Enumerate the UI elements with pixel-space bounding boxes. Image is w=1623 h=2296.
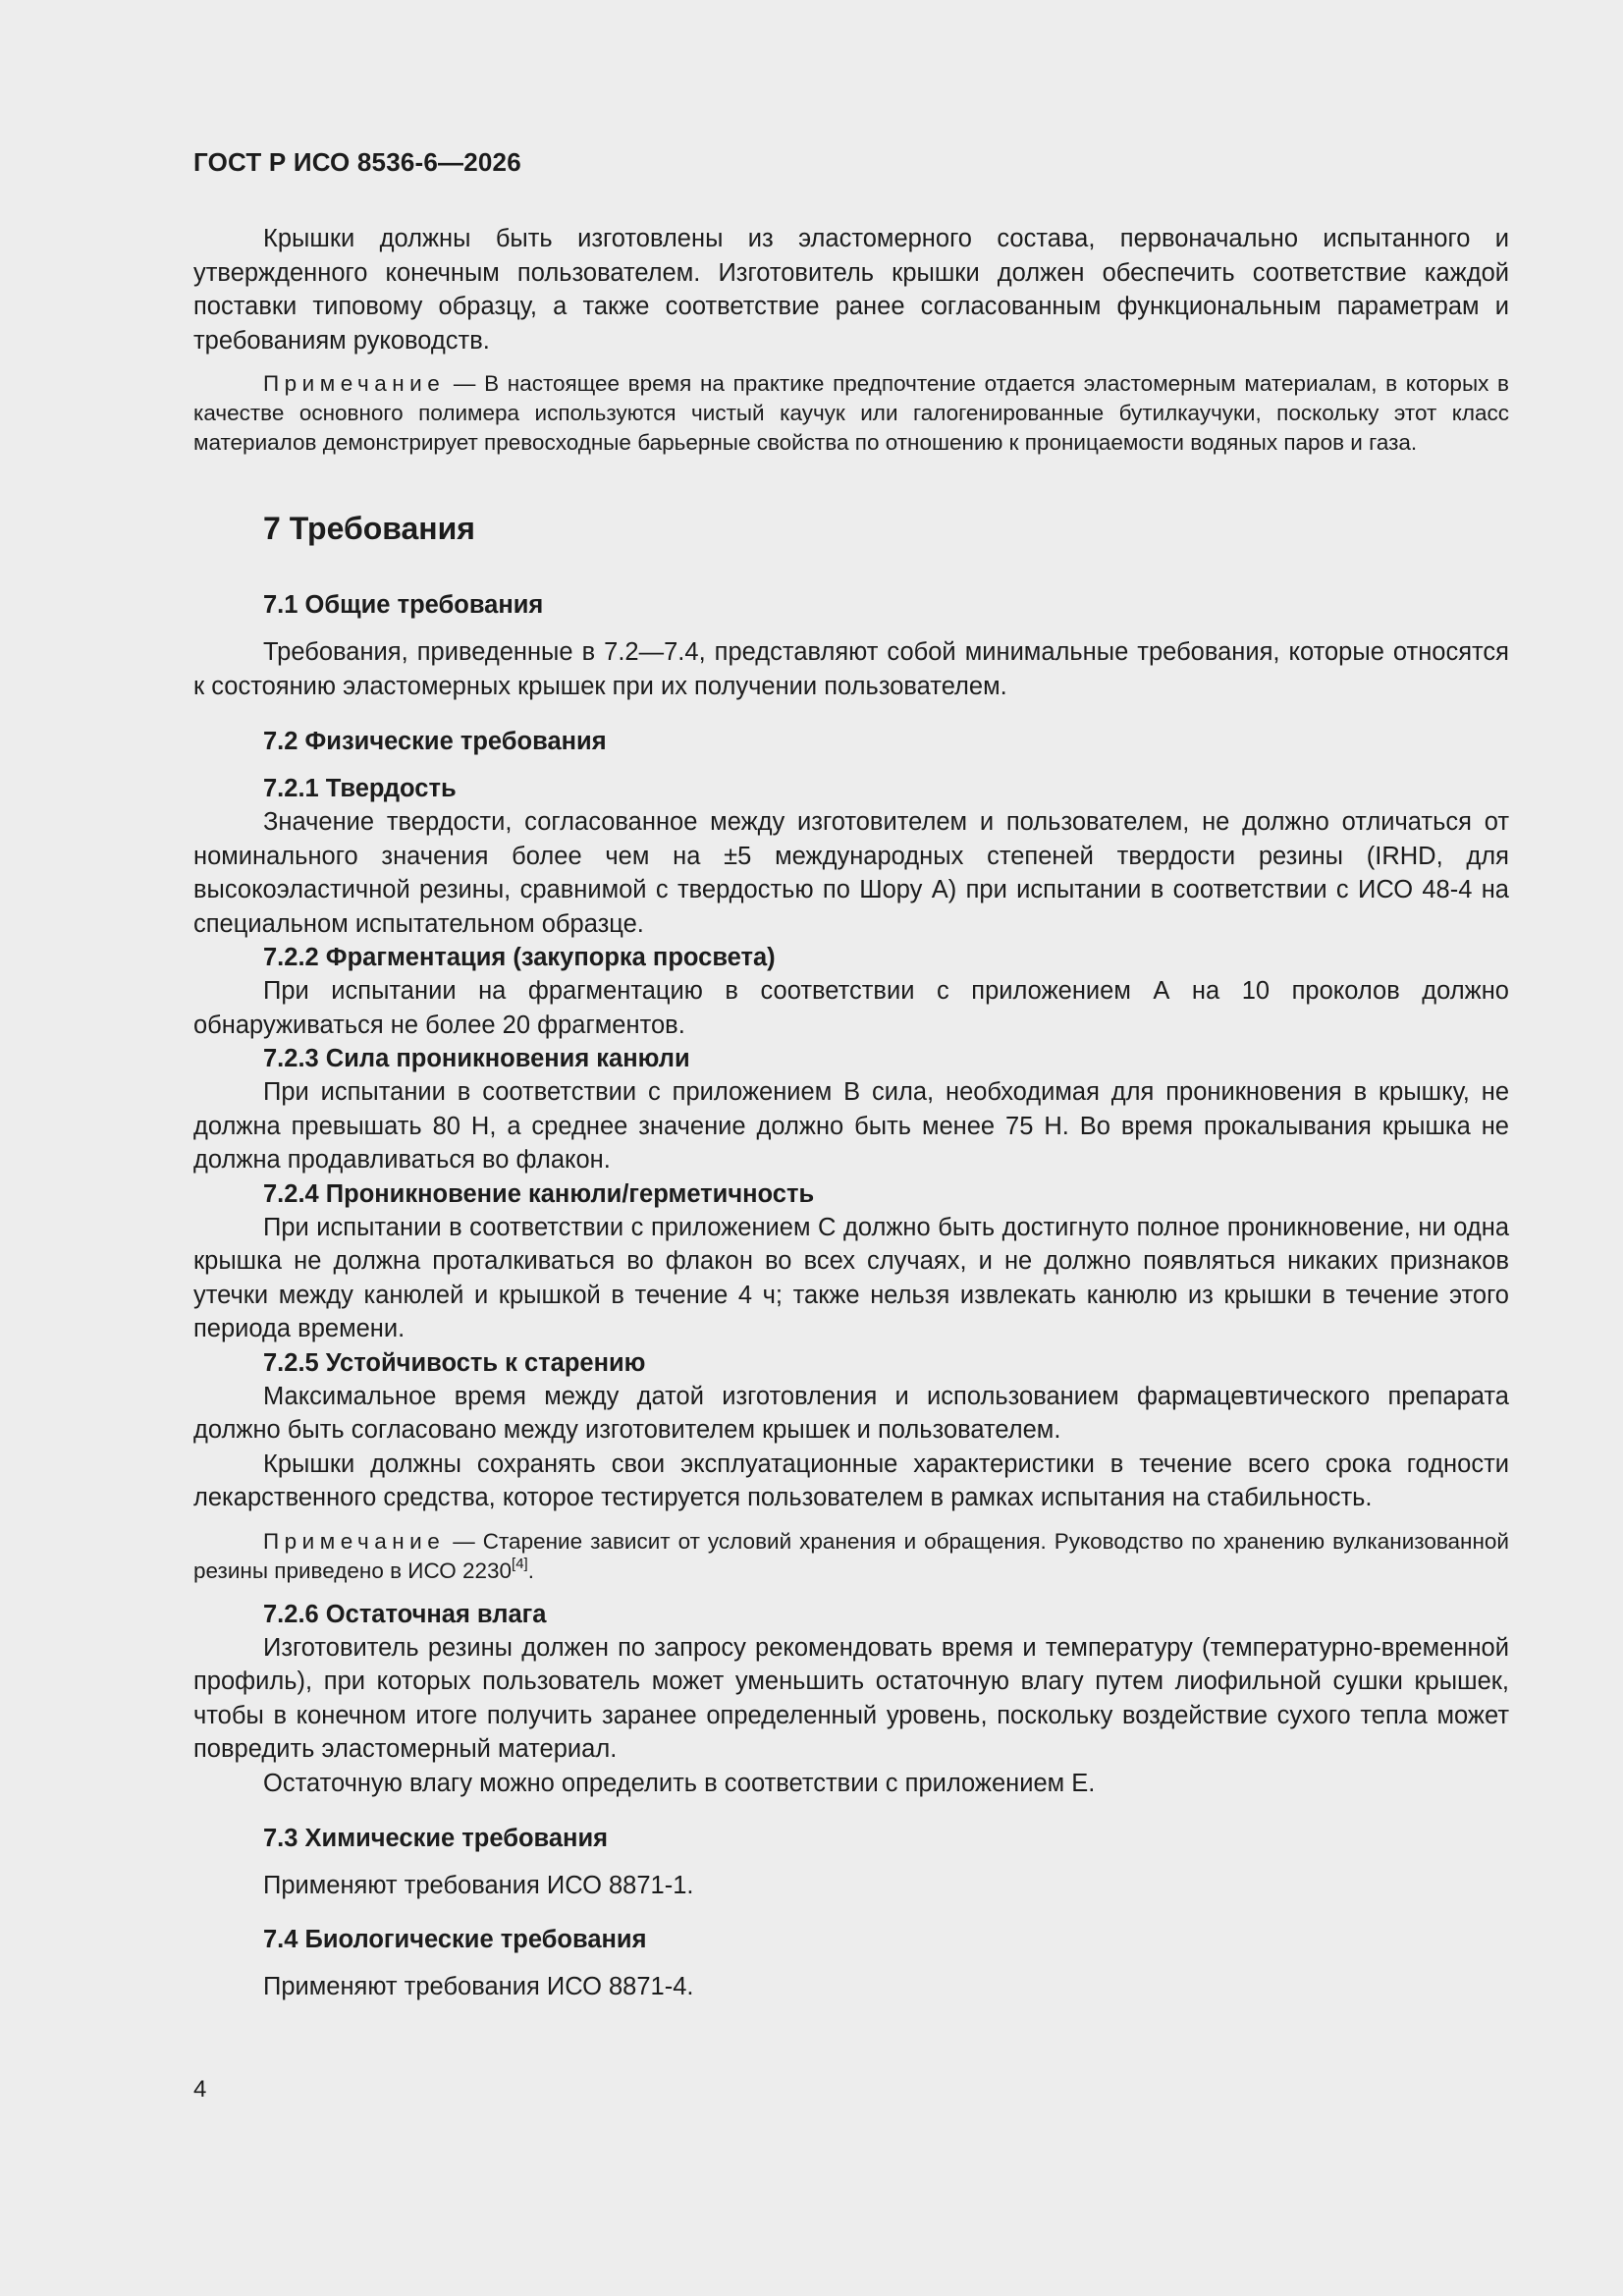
intro-paragraph: Крышки должны быть изготовлены из эластомерного состава, первоначально испытанного и утвержденного конечным пользователем. Изготовитель крышки должен обеспечить соответствие каждой поставки типовому образцу, а также соответствие ранее согласованным функциональным параметрам и требованиям руководств. (193, 225, 1509, 355)
section-7-2-5-paragraph-2: Крышки должны сохранять свои эксплуатационные характеристики в течение всего срока годности лекарственного средства, которое тестируется пользователем в рамках испытания на стабильность. (193, 1449, 1509, 1511)
section-7-1-paragraph: Требования, приведенные в 7.2—7.4, представляют собой минимальные требования, которые относятся к состоянию эластомерных крышек при их получении пользователем. (193, 638, 1509, 700)
section-7-2-2-paragraph: При испытании на фрагментацию в соответствии с приложением А на 10 проколов должно обнаруживаться не более 20 фрагментов. (193, 977, 1509, 1039)
section-7-4-paragraph: Применяют требования ИСО 8871-4. (263, 1972, 694, 2000)
note-text: — Старение зависит от условий хранения и обращения. Руководство по хранению вулканизованной резины приведено в ИСО 2230 (193, 1528, 1509, 1583)
reference-link[interactable]: [4] (512, 1555, 528, 1572)
section-7-2-4-heading: 7.2.4 Проникновение канюли/герметичность (263, 1179, 815, 1208)
document-body (193, 222, 1509, 2003)
document-header: ГОСТ Р ИСО 8536-6—2026 (193, 147, 521, 177)
note-label: Примечание (263, 371, 446, 396)
note-text: — В настоящее время на практике предпочтение отдается эластомерным материалам, в которых в качестве основного полимера используются чистый каучук или галогенированные бутилкаучуки, поскольку этот класс материалов демонстрирует превосходные барьерные свойства по отношению к проницаемости водяных паров и газа. (193, 371, 1509, 455)
section-7-2-6-paragraph-1: Изготовитель резины должен по запросу рекомендовать время и температуру (температурно-временной профиль), при которых пользователь может уменьшить остаточную влагу путем лиофильной сушки крышек, чтобы в конечном итоге получить заранее определенный уровень, поскольку воздействие сухого тепла может повредить эластомерный материал. (193, 1633, 1509, 1763)
section-7-2-2-heading: 7.2.2 Фрагментация (закупорка просвета) (263, 944, 776, 971)
intro-note (193, 369, 1509, 458)
section-7-1-heading: 7.1 Общие требования (263, 591, 544, 619)
section-7-2-5-heading: 7.2.5 Устойчивость к старению (263, 1348, 646, 1377)
section-7-2-4-paragraph: При испытании в соответствии с приложением С должно быть достигнуто полное проникновение, ни одна крышка не должна проталкиваться во флакон во всех случаях, и не должно появляться никаких признаков утечки между канюлей и крышкой в течение 4 ч; также нельзя извлекать канюлю из крышки в течение этого периода времени. (193, 1213, 1509, 1342)
page-number: 4 (193, 2076, 207, 2103)
section-7-2-heading: 7.2 Физические требования (263, 728, 607, 755)
section-7-2-6-paragraph-2: Остаточную влагу можно определить в соответствии с приложением Е. (263, 1769, 1096, 1797)
section-7-heading: 7 Требования (263, 511, 475, 546)
section-7-2-5-paragraph-1: Максимальное время между датой изготовления и использованием фармацевтического препарата должно быть согласовано между изготовителем крышек и пользователем. (193, 1382, 1509, 1444)
section-7-2-6-heading: 7.2.6 Остаточная влага (263, 1600, 547, 1628)
note-label: Примечание (263, 1528, 446, 1554)
section-7-4-heading: 7.4 Биологические требования (263, 1925, 647, 1953)
section-7-3-heading: 7.3 Химические требования (263, 1825, 609, 1852)
section-7-2-1-paragraph: Значение твердости, согласованное между изготовителем и пользователем, не должно отличаться от номинального значения более чем на ±5 международных степеней твердости резины (IRHD, для высокоэластичной резины, сравнимой с твердостью по Шору А) при испытании в соответствии с ИСО 48-4 на специальном испытательном образце. (193, 808, 1509, 938)
section-7-2-5-note (193, 1527, 1509, 1586)
section-7-3-paragraph: Применяют требования ИСО 8871-1. (263, 1872, 694, 1899)
section-7-2-3-heading: 7.2.3 Сила проникновения канюли (263, 1045, 690, 1072)
note-end: . (527, 1558, 534, 1583)
section-7-2-3-paragraph: При испытании в соответствии с приложением В сила, необходимая для проникновения в крышку, не должна превышать 80 Н, а среднее значение должно быть менее 75 Н. Во время прокалывания крышка не должна продавливаться во флакон. (193, 1078, 1509, 1174)
section-7-2-1-heading: 7.2.1 Твердость (263, 775, 457, 802)
